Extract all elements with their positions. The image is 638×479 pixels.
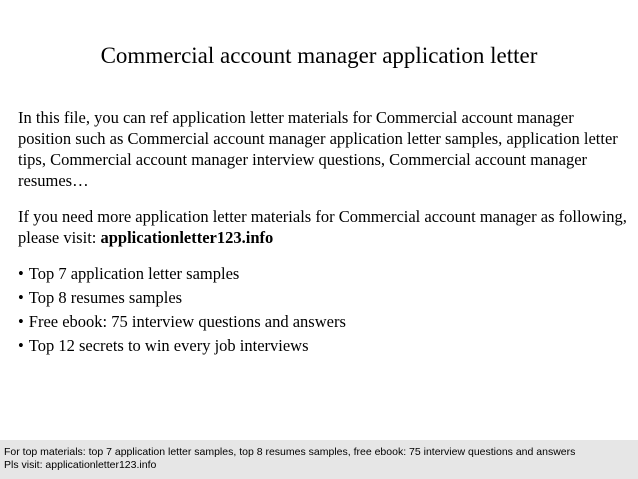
intro-paragraph: In this file, you can ref application letter materials for Commercial account manager position such as Commercial account manager application letter samples, application letter tips, Commercial account manager interview questions, Commercial account manager resumes… xyxy=(18,108,618,190)
bullet-icon: • xyxy=(18,312,24,331)
materials-list xyxy=(18,262,628,358)
footer-banner xyxy=(0,440,638,479)
bullet-icon: • xyxy=(18,288,24,307)
list-item-text: Top 12 secrets to win every job interviews xyxy=(28,336,309,355)
visit-paragraph xyxy=(18,206,628,248)
bullet-icon: • xyxy=(18,264,24,283)
list-item-text: Top 7 application letter samples xyxy=(28,264,240,283)
visit-paragraph-text: If you need more application letter materials for Commercial account manager as following, please visit: xyxy=(18,207,627,247)
page-title: Commercial account manager application letter xyxy=(100,43,538,68)
website-link[interactable]: applicationletter123.info xyxy=(100,228,274,247)
list-item-text: Free ebook: 75 interview questions and answers xyxy=(28,312,346,331)
list-item xyxy=(18,286,628,310)
list-item xyxy=(18,334,628,358)
list-item xyxy=(18,262,628,286)
footer-line-2: Pls visit: applicationletter123.info xyxy=(4,459,157,471)
bullet-icon: • xyxy=(18,336,24,355)
list-item xyxy=(18,310,628,334)
list-item-text: Top 8 resumes samples xyxy=(28,288,183,307)
footer-line-1: For top materials: top 7 application letter samples, top 8 resumes samples, free ebook: 75 interview questions and answers xyxy=(4,446,576,458)
